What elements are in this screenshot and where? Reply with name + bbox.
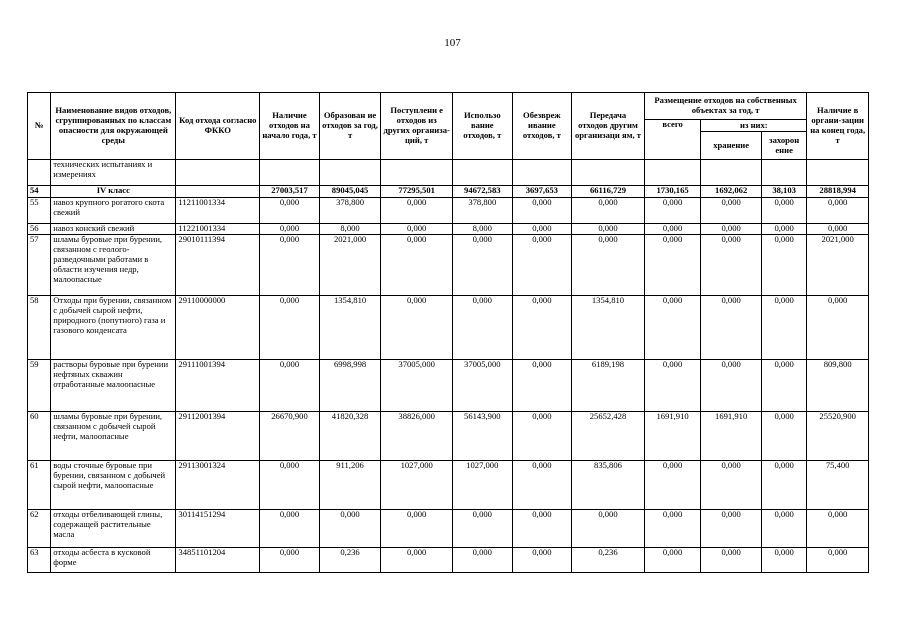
transferred-amount: 0,000 <box>572 235 645 296</box>
formed-amount: 2021,000 <box>319 235 381 296</box>
table-row <box>28 198 869 224</box>
end-amount: 25520,900 <box>807 412 869 461</box>
start-amount: 0,000 <box>260 198 320 224</box>
transferred-amount: 0,000 <box>572 510 645 548</box>
used-amount: 94672,583 <box>453 186 513 198</box>
fkko-code: 29112001394 <box>176 412 260 461</box>
header-placement: Размещение отходов на собственных объектах за год, т <box>644 93 807 120</box>
placed-total: 0,000 <box>644 296 701 360</box>
fkko-code: 29113001324 <box>176 461 260 510</box>
header-code: Код отхода согласно ФККО <box>176 93 260 160</box>
buried-amount: 0,000 <box>761 296 806 360</box>
table-body <box>28 160 869 573</box>
formed-amount: 0,000 <box>319 510 381 548</box>
start-amount: 0,000 <box>260 224 320 235</box>
fkko-code: 29010111394 <box>176 235 260 296</box>
received-amount: 0,000 <box>381 510 453 548</box>
used-amount: 0,000 <box>453 296 513 360</box>
neutralized-amount: 0,000 <box>512 510 572 548</box>
table-row <box>28 186 869 198</box>
header-burial: захорон ение <box>761 132 806 160</box>
formed-amount: 378,800 <box>319 198 381 224</box>
transferred-amount: 835,806 <box>572 461 645 510</box>
used-amount: 1027,000 <box>453 461 513 510</box>
used-amount: 0,000 <box>453 548 513 573</box>
end-amount: 0,000 <box>807 296 869 360</box>
received-amount: 0,000 <box>381 224 453 235</box>
used-amount: 56143,900 <box>453 412 513 461</box>
buried-amount: 38,103 <box>761 186 806 198</box>
fkko-code: 29111001394 <box>176 360 260 412</box>
row-number: 60 <box>28 412 51 461</box>
buried-amount: 0,000 <box>761 235 806 296</box>
start-amount: 27003,517 <box>260 186 320 198</box>
table-row <box>28 360 869 412</box>
end-amount: 0,000 <box>807 548 869 573</box>
received-amount: 0,000 <box>381 235 453 296</box>
waste-name: навоз крупного рогатого скота свежий <box>51 198 176 224</box>
fkko-code: 29110000000 <box>176 296 260 360</box>
row-number: 55 <box>28 198 51 224</box>
stored-amount: 0,000 <box>701 296 762 360</box>
header-no: № <box>28 93 51 160</box>
header-transferred: Передача отходов другим организаци ям, т <box>572 93 645 160</box>
start-amount: 0,000 <box>260 548 320 573</box>
placed-total: 1730,165 <box>644 186 701 198</box>
formed-amount: 8,000 <box>319 224 381 235</box>
fkko-code: 34851101204 <box>176 548 260 573</box>
stored-amount: 1691,910 <box>701 412 762 461</box>
table-row <box>28 412 869 461</box>
placed-total: 0,000 <box>644 360 701 412</box>
header-used: Использо вание отходов, т <box>453 93 513 160</box>
used-amount: 0,000 <box>453 235 513 296</box>
neutralized-amount: 0,000 <box>512 548 572 573</box>
page-number: 107 <box>444 37 461 49</box>
placed-total: 0,000 <box>644 510 701 548</box>
end-amount: 28818,994 <box>807 186 869 198</box>
neutralized-amount: 0,000 <box>512 461 572 510</box>
header-total: всего <box>644 120 701 160</box>
formed-amount: 41820,328 <box>319 412 381 461</box>
received-amount: 77295,501 <box>381 186 453 198</box>
transferred-amount: 0,000 <box>572 198 645 224</box>
stored-amount: 1692,062 <box>701 186 762 198</box>
header-of-which: из них: <box>701 120 807 132</box>
stored-amount: 0,000 <box>701 360 762 412</box>
neutralized-amount: 0,000 <box>512 412 572 461</box>
start-amount: 0,000 <box>260 360 320 412</box>
waste-name: IV класс <box>51 186 176 198</box>
placed-total: 0,000 <box>644 198 701 224</box>
row-number: 56 <box>28 224 51 235</box>
used-amount: 37005,000 <box>453 360 513 412</box>
transferred-amount: 66116,729 <box>572 186 645 198</box>
header-start: Наличие отходов на начало года, т <box>260 93 320 160</box>
table-row <box>28 548 869 573</box>
received-amount: 1027,000 <box>381 461 453 510</box>
header-formed: Образован ие отходов за год, т <box>319 93 381 160</box>
received-amount: 0,000 <box>381 198 453 224</box>
waste-name: навоз конский свежий <box>51 224 176 235</box>
waste-name: шламы буровые при бурении, связанном с геолого-разведочными работами в области изучения недр, малоопасные <box>51 235 176 296</box>
stored-amount: 0,000 <box>701 198 762 224</box>
end-amount: 75,400 <box>807 461 869 510</box>
fkko-code: 11211001334 <box>176 198 260 224</box>
stored-amount: 0,000 <box>701 510 762 548</box>
waste-name: растворы буровые при бурении нефтяных скважин отработанные малоопасные <box>51 360 176 412</box>
end-amount: 2021,000 <box>807 235 869 296</box>
buried-amount: 0,000 <box>761 548 806 573</box>
transferred-amount: 0,236 <box>572 548 645 573</box>
header-name: Наименование видов отходов, сгруппированных по классам опасности для окружающей среды <box>51 93 176 160</box>
stored-amount: 0,000 <box>701 548 762 573</box>
neutralized-amount: 0,000 <box>512 235 572 296</box>
table-row <box>28 235 869 296</box>
header-end: Наличие в органи-зации на конец года, т <box>807 93 869 160</box>
transferred-amount: 1354,810 <box>572 296 645 360</box>
stored-amount: 0,000 <box>701 224 762 235</box>
waste-name: шламы буровые при бурении, связанном с добычей сырой нефти, малоопасные <box>51 412 176 461</box>
table-row <box>28 224 869 235</box>
row-number: 63 <box>28 548 51 573</box>
formed-amount: 0,236 <box>319 548 381 573</box>
continued-name: технических испытаниях и измерениях <box>51 160 176 186</box>
end-amount: 809,800 <box>807 360 869 412</box>
stored-amount: 0,000 <box>701 235 762 296</box>
buried-amount: 0,000 <box>761 198 806 224</box>
fkko-code <box>176 186 260 198</box>
formed-amount: 6998,998 <box>319 360 381 412</box>
neutralized-amount: 0,000 <box>512 224 572 235</box>
row-number: 59 <box>28 360 51 412</box>
used-amount: 8,000 <box>453 224 513 235</box>
header-neutralized: Обезвреж ивание отходов, т <box>512 93 572 160</box>
row-number: 61 <box>28 461 51 510</box>
buried-amount: 0,000 <box>761 412 806 461</box>
placed-total: 0,000 <box>644 548 701 573</box>
stored-amount: 0,000 <box>701 461 762 510</box>
buried-amount: 0,000 <box>761 461 806 510</box>
received-amount: 38826,000 <box>381 412 453 461</box>
header-storage: хранение <box>701 132 762 160</box>
formed-amount: 1354,810 <box>319 296 381 360</box>
start-amount: 0,000 <box>260 296 320 360</box>
end-amount: 0,000 <box>807 224 869 235</box>
transferred-amount: 25652,428 <box>572 412 645 461</box>
neutralized-amount: 0,000 <box>512 296 572 360</box>
waste-name: воды сточные буровые при бурении, связанном с добычей сырой нефти, малоопасные <box>51 461 176 510</box>
buried-amount: 0,000 <box>761 360 806 412</box>
table-row-continued <box>28 160 869 186</box>
formed-amount: 89045,045 <box>319 186 381 198</box>
table-row <box>28 296 869 360</box>
formed-amount: 911,206 <box>319 461 381 510</box>
buried-amount: 0,000 <box>761 224 806 235</box>
fkko-code: 11221001334 <box>176 224 260 235</box>
start-amount: 26670,900 <box>260 412 320 461</box>
waste-table <box>27 92 869 573</box>
received-amount: 0,000 <box>381 548 453 573</box>
neutralized-amount: 0,000 <box>512 198 572 224</box>
neutralized-amount: 0,000 <box>512 360 572 412</box>
transferred-amount: 0,000 <box>572 224 645 235</box>
row-number: 58 <box>28 296 51 360</box>
table-row <box>28 461 869 510</box>
row-number: 62 <box>28 510 51 548</box>
fkko-code: 30114151294 <box>176 510 260 548</box>
waste-name: отходы асбеста в кусковой форме <box>51 548 176 573</box>
waste-name: отходы отбеливающей глины, содержащей растительные масла <box>51 510 176 548</box>
placed-total: 1691,910 <box>644 412 701 461</box>
end-amount: 0,000 <box>807 510 869 548</box>
used-amount: 0,000 <box>453 510 513 548</box>
header-received: Поступлени е отходов из других организа-ций, т <box>381 93 453 160</box>
waste-name: Отходы при бурении, связанном с добычей сырой нефти, природного (попутного) газа и газового конденсата <box>51 296 176 360</box>
start-amount: 0,000 <box>260 510 320 548</box>
buried-amount: 0,000 <box>761 510 806 548</box>
start-amount: 0,000 <box>260 235 320 296</box>
transferred-amount: 6189,198 <box>572 360 645 412</box>
placed-total: 0,000 <box>644 224 701 235</box>
used-amount: 378,800 <box>453 198 513 224</box>
placed-total: 0,000 <box>644 461 701 510</box>
row-number: 54 <box>28 186 51 198</box>
received-amount: 37005,000 <box>381 360 453 412</box>
start-amount: 0,000 <box>260 461 320 510</box>
neutralized-amount: 3697,653 <box>512 186 572 198</box>
table-row <box>28 510 869 548</box>
received-amount: 0,000 <box>381 296 453 360</box>
placed-total: 0,000 <box>644 235 701 296</box>
end-amount: 0,000 <box>807 198 869 224</box>
row-number: 57 <box>28 235 51 296</box>
